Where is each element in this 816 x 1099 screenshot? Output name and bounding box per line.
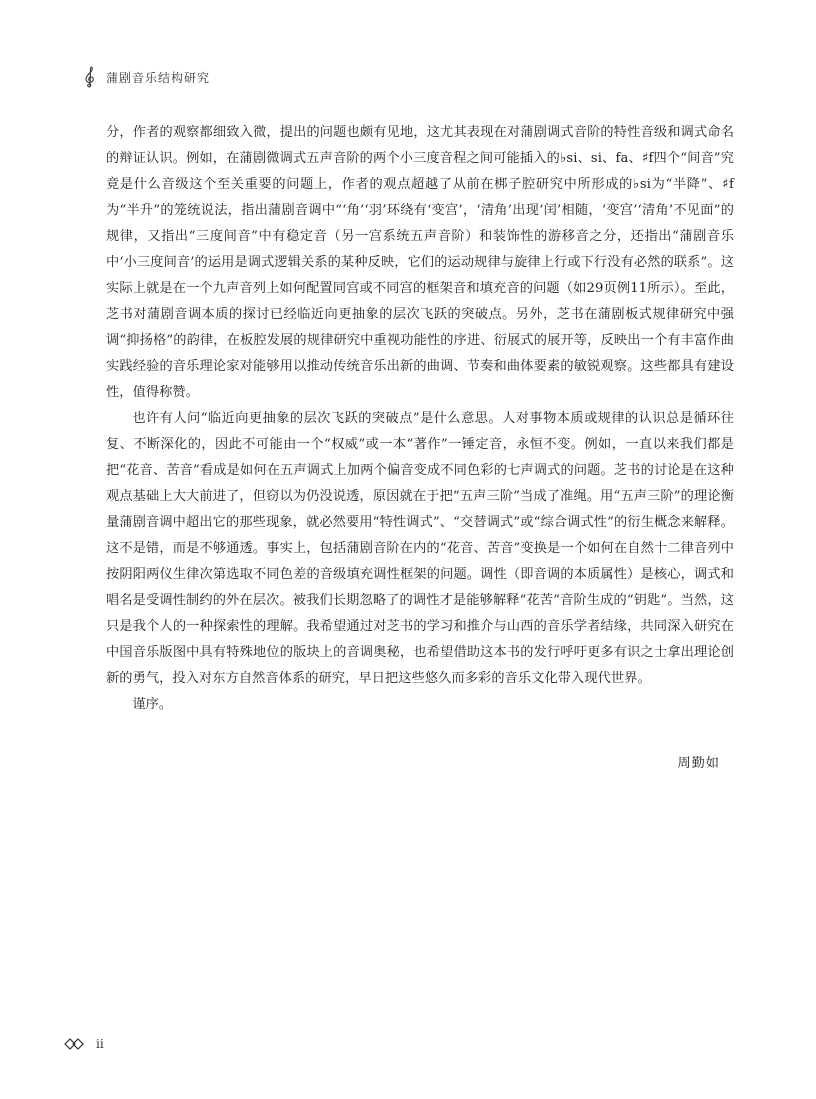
header-title: 蒲剧音乐结构研究 <box>106 70 211 85</box>
knot-ornament-icon <box>64 1038 84 1050</box>
closing-line: 谨序。 <box>132 697 172 712</box>
treble-clef-icon <box>84 66 96 88</box>
page-number: ii <box>96 1037 104 1051</box>
paragraph-2: 也许有人问“临近向更抽象的层次飞跃的突破点”是什么意思。人对事物本质或规律的认识总是循环往复、不断深化的，因此不可能由一个“权威”或一本“著作”一锤定音，永恒不变。例如，一直以来我们都是把“花音、苦音”看成是如何在五声调式上加两个偏音变成不同色彩的七声调式的问题。芝书的讨论是在这种观点基础上大大前进了，但窃以为仍没说透，原因就在于把“五声三阶”当成了准绳。用“五声三阶”的理论衡量蒲剧音调中超出它的那些现象，就必然要用“特性调式”、“交替调式”或“综合调式性”的衍生概念来解释。这不是错，而是不够通透。事实上，包括蒲剧音阶在内的“花音、苦音”变换是一个如何在自然十二律音列中按阴阳两仪生律次第选取不同色差的音级填充调性框架的问题。调性（即音调的本质属性）是核心，调式和唱名是受调性制约的外在层次。被我们长期忽略了的调性才是能够解释“花苦”音阶生成的“钥匙”。当然，这只是我个人的一种探索性的理解。我希望通过对芝书的学习和推介与山西的音乐学者结缘，共同深入研究在中国音乐版图中具有特殊地位的版块上的音调奥秘，也希望借助这本书的发行呼吁更多有识之士拿出理论创新的勇气，投入对东方自然音体系的研究，早日把这些悠久而多彩的音乐文化带入现代世界。 <box>106 411 734 686</box>
author-signature: 周勤如 <box>677 756 720 771</box>
preface-body <box>106 120 734 718</box>
running-header <box>84 66 210 88</box>
paragraph-1: 分，作者的观察都细致入微，提出的问题也颇有见地，这尤其表现在对蒲剧调式音阶的特性音级和调式命名的辩证认识。例如，在蒲剧微调式五声音阶的两个小三度音程之间可能插入的♭si、si、fa、♯f四个“间音”究竟是什么音级这个至关重要的问题上，作者的观点超越了从前在梆子腔研究中所形成的♭si为“半降”、♯f为“半升”的笼统说法，指出蒲剧音调中“‘角’‘羽’环绕有‘变宫’，‘清角’出现‘闰’相随，‘变宫’‘清角’不见面”的规律，又指出“三度间音”中有稳定音（另一宫系统五声音阶）和装饰性的游移音之分，还指出“蒲剧音乐中‘小三度间音’的运用是调式逻辑关系的某种反映，它们的运动规律与旋律上行或下行没有必然的联系”。这实际上就是在一个九声音列上如何配置同宫或不同宫的框架音和填充音的问题（如29页例11所示）。至此，芝书对蒲剧音调本质的探讨已经临近向更抽象的层次飞跃的突破点。另外，芝书在蒲剧板式规律研究中强调“抑扬格”的韵律，在板腔发展的规律研究中重视功能性的序进、衍展式的展开等，反映出一个有丰富作曲实践经验的音乐理论家对能够用以推动传统音乐出新的曲调、节奏和曲体要素的敏锐观察。这些都具有建设性，值得称赞。 <box>106 125 734 400</box>
page-footer <box>64 1036 104 1052</box>
